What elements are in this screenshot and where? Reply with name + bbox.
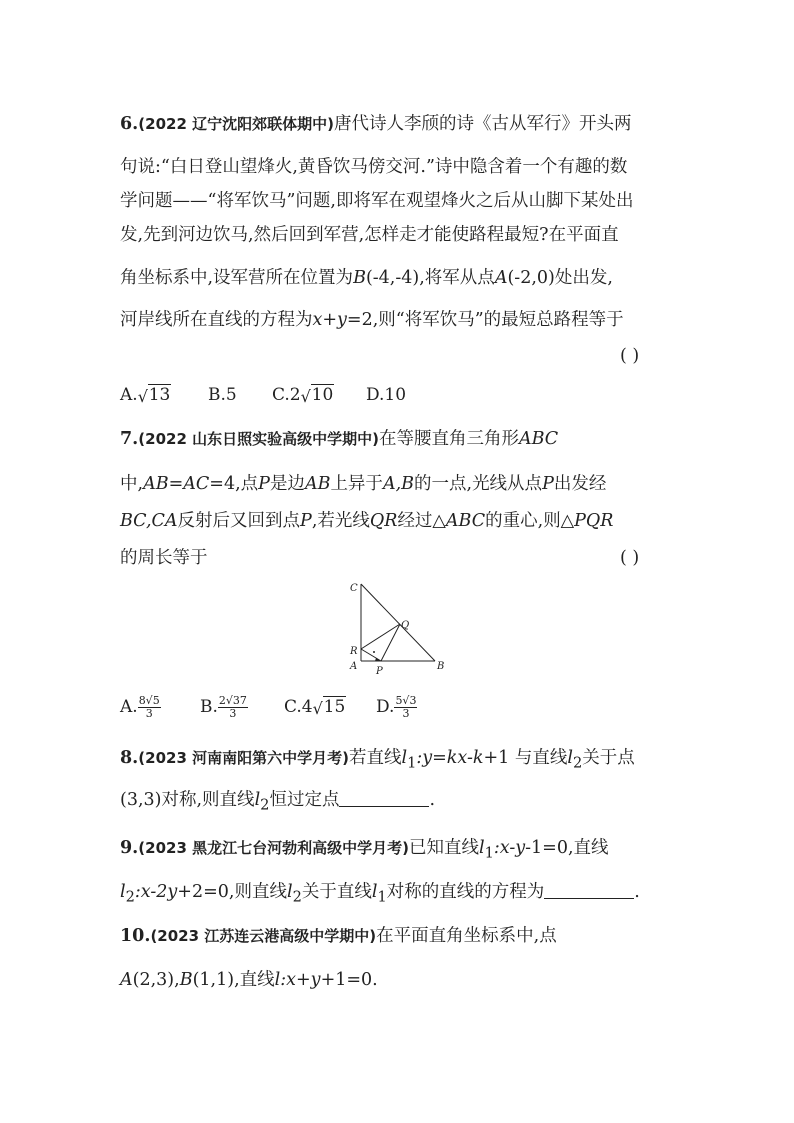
- q7-choice-a-frac: [138, 695, 161, 720]
- label-a: A: [350, 661, 358, 672]
- q7-answer-paren: ( ): [620, 548, 640, 568]
- q7-t2c: =4,点: [209, 474, 259, 494]
- q6-text-2: 句说:“白日登山望烽火,黄昏饮马傍交河.”诗中隐含着一个有趣的数: [120, 157, 628, 177]
- label-c: C: [350, 583, 358, 594]
- q8-number: 8.: [120, 748, 139, 768]
- q7-text-1a: 在等腰直角三角形: [378, 429, 519, 449]
- q7-choice-d: [376, 694, 417, 720]
- label-b: B: [437, 661, 445, 672]
- q9-t2j: 对称的直线的方程为: [386, 882, 545, 902]
- q7-choice-c-label: C.4: [284, 697, 313, 717]
- q7-line-4: [120, 546, 208, 570]
- q9-line-2: [120, 880, 640, 910]
- q10-t2c: B: [179, 970, 193, 990]
- q6-line-6: [120, 308, 624, 332]
- q9-t2a: l: [120, 882, 126, 902]
- q7-t2k: 出发经: [553, 474, 607, 494]
- q9-t2d: +2=0,则直线: [177, 882, 287, 902]
- q7-choice-c-radicand: 15: [323, 697, 346, 717]
- q9-number: 9.: [120, 838, 139, 858]
- q6-choice-c-label: C.2: [272, 385, 301, 405]
- q8-t2b: l: [254, 790, 261, 810]
- q7-t3b: 反射后又回到点: [177, 511, 301, 531]
- q7-choice-a: [120, 694, 161, 720]
- q7-t3g: ABC: [445, 511, 486, 531]
- q6-line-1: [120, 112, 631, 136]
- q7-t3c: P: [300, 511, 312, 531]
- q9-t1b: l: [478, 838, 485, 858]
- q9-t1d: :x-y: [493, 838, 526, 858]
- q6-xy: x+y: [312, 310, 347, 330]
- ray-rq: [361, 624, 400, 649]
- q9-t2c: :x-2y: [134, 882, 178, 902]
- q7-t3e: QR: [369, 511, 398, 531]
- q10-t2f: :x+y: [280, 970, 321, 990]
- q8-t1g: 2: [572, 754, 583, 772]
- q6-point-b: B: [353, 268, 366, 288]
- q7-choice-b-num: 2√37: [218, 694, 247, 707]
- q7-t2g: 上异于: [330, 474, 383, 494]
- q7-line-2: [120, 472, 606, 496]
- q6-choice-d: [366, 382, 406, 408]
- q9-t2b: 2: [125, 888, 135, 906]
- q7-t2b: AB=AC: [143, 474, 210, 494]
- q10-t2d: (1,1),直线: [192, 970, 275, 990]
- q7-t3h: 的重心,则△: [485, 511, 575, 531]
- q6-choices: [120, 382, 540, 410]
- q6-choice-d-label: D.10: [366, 385, 407, 405]
- q7-t4: 的周长等于: [120, 548, 208, 568]
- q6-choice-a-radicand: 13: [148, 385, 171, 405]
- q8-t2e: .: [429, 790, 436, 810]
- q7-choice-a-label: A.: [120, 697, 138, 717]
- sqrt-icon: √ 15: [312, 697, 346, 718]
- q7-t2d: P: [258, 474, 270, 494]
- q9-line-1: [120, 836, 609, 866]
- label-r: R: [350, 646, 358, 657]
- q6-choice-a-label: A.: [120, 385, 138, 405]
- q9-answer-blank[interactable]: [544, 882, 634, 899]
- q7-t2f: AB: [304, 474, 331, 494]
- label-q: Q: [401, 620, 410, 631]
- q9-t2f: 2: [292, 888, 302, 906]
- q8-t1f: l: [567, 748, 573, 768]
- q7-choice-d-num: 5√3: [395, 694, 417, 707]
- q9-t2k: .: [634, 882, 640, 902]
- q8-t2c: 2: [260, 796, 270, 814]
- q9-t1a: 已知直线: [408, 838, 479, 858]
- q9-t2e: l: [286, 882, 293, 902]
- sqrt-icon: √ 13: [137, 385, 171, 406]
- q8-t1b: l: [401, 748, 408, 768]
- q6-line-2: [120, 155, 627, 179]
- q7-choice-b: [200, 694, 248, 720]
- q6-text-1: 唐代诗人李颀的诗《古从军行》开头两: [333, 114, 632, 134]
- q7-t2j: P: [542, 474, 554, 494]
- q6-line-4: [120, 223, 619, 247]
- q7-choice-d-label: D.: [376, 697, 395, 717]
- q7-source: (2022 山东日照实验高级中学期中): [138, 430, 379, 448]
- q6-text-5c: (-4,-4),将军从点: [365, 268, 495, 288]
- q8-t2d: 恒过定点: [269, 790, 340, 810]
- q8-t2a: (3,3)对称,则直线: [120, 790, 255, 810]
- q7-choices: [120, 690, 540, 724]
- q10-t2b: (2,3),: [132, 970, 180, 990]
- q10-t1: 在平面直角坐标系中,点: [376, 926, 557, 946]
- q6-text-3: 学问题——“将军饮马”问题,即将军在观望烽火之后从山脚下某处出: [120, 191, 634, 211]
- q7-choice-a-den: 3: [145, 707, 153, 720]
- q7-choice-d-den: 3: [402, 707, 410, 720]
- q7-choice-b-frac: [218, 695, 248, 720]
- q7-t2i: 的一点,光线从点: [414, 474, 543, 494]
- q6-line-5: [120, 266, 613, 290]
- q6-number: 6.: [120, 114, 139, 134]
- q7-choice-b-den: 3: [229, 707, 237, 720]
- q10-t2a: A: [120, 970, 133, 990]
- q7-choice-a-num: 8√5: [138, 694, 160, 707]
- q9-t2h: l: [371, 882, 378, 902]
- q9-t2g: 关于直线: [301, 882, 372, 902]
- q7-abc: ABC: [518, 429, 559, 449]
- q7-line-3: [120, 509, 613, 533]
- q6-choice-b-label: B.5: [208, 385, 237, 405]
- q10-line-1: [120, 924, 557, 948]
- q8-t1e: +1 与直线: [483, 748, 568, 768]
- q9-t2i: 1: [377, 888, 387, 906]
- q10-number: 10.: [120, 926, 151, 946]
- q6-line-3: [120, 189, 633, 213]
- q7-t2e: 是边: [269, 474, 305, 494]
- centroid-dot: [373, 651, 375, 653]
- q6-text-4: 发,先到河边饮马,然后回到军营,怎样走才能使路程最短?在平面直: [120, 225, 619, 245]
- q6-choice-b: [208, 382, 237, 408]
- q7-choice-c: [284, 694, 346, 720]
- label-p: P: [376, 666, 383, 677]
- q6-text-5a: 角坐标系中,设军营所在位置为: [120, 268, 354, 288]
- q6-point-a: A: [494, 268, 508, 288]
- q10-t2e: l: [274, 970, 281, 990]
- q10-t2g: +1=0.: [320, 970, 378, 990]
- sqrt-icon: √ 10: [300, 385, 334, 406]
- q8-answer-blank[interactable]: [339, 790, 429, 807]
- q8-t1d: :y=kx-k: [416, 748, 484, 768]
- q6-choice-a: [120, 382, 171, 408]
- q10-source: (2023 江苏连云港高级中学期中): [150, 927, 377, 945]
- q6-choice-c-radicand: 10: [311, 385, 334, 405]
- q8-t1c: 1: [407, 754, 417, 772]
- q7-t3a: BC,CA: [120, 511, 178, 531]
- q6-text-6a: 河岸线所在直线的方程为: [120, 310, 313, 330]
- q8-source: (2023 河南南阳第六中学月考): [138, 749, 349, 767]
- q7-choice-d-frac: [394, 695, 417, 720]
- q7-number: 7.: [120, 429, 139, 449]
- q6-text-6c: =2,则“将军饮马”的最短总路程等于: [346, 310, 624, 330]
- q7-triangle-figure: [340, 578, 450, 678]
- q6-choice-c: [272, 382, 334, 408]
- q8-line-2: [120, 788, 435, 818]
- q7-t2h: A,B: [382, 474, 414, 494]
- q7-choice-b-label: B.: [200, 697, 218, 717]
- q9-t1c: 1: [484, 844, 494, 862]
- q8-line-1: [120, 746, 635, 776]
- q8-t1h: 关于点: [582, 748, 635, 768]
- q6-answer-paren: ( ): [620, 346, 640, 366]
- q6-text-5e: (-2,0)处出发,: [507, 268, 613, 288]
- q9-source: (2023 黑龙江七台河勃利高级中学月考): [138, 839, 409, 857]
- q7-t3f: 经过△: [397, 511, 446, 531]
- q10-line-2: [120, 968, 378, 992]
- q7-t3d: ,若光线: [311, 511, 370, 531]
- q7-t3i: PQR: [574, 511, 614, 531]
- edge-cb: [361, 584, 435, 661]
- q8-t1a: 若直线: [348, 748, 402, 768]
- q9-t1e: -1=0,直线: [525, 838, 609, 858]
- q7-line-1: [120, 427, 558, 451]
- q7-t2a: 中,: [120, 474, 144, 494]
- q6-source: (2022 辽宁沈阳郊联体期中): [138, 115, 334, 133]
- arrow-icon: [375, 658, 381, 661]
